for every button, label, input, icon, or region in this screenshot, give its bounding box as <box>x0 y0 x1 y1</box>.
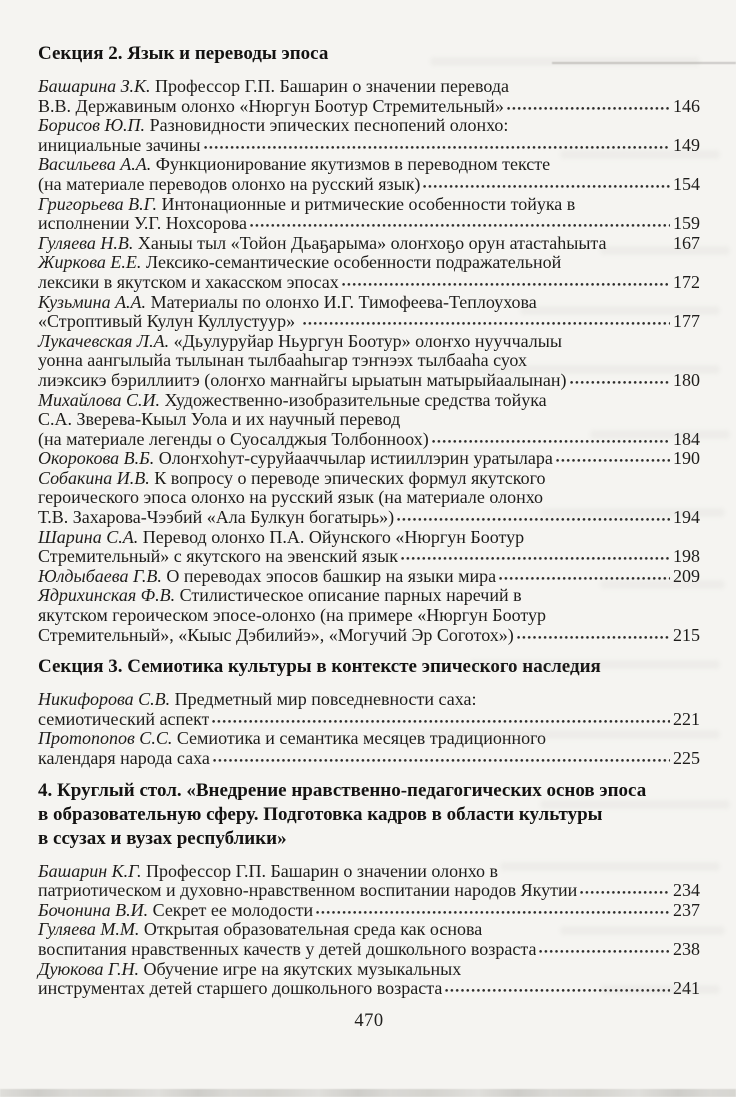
entry-title-line: К вопросу о переводе эпических формул якутского <box>154 468 546 488</box>
toc-entry <box>38 690 700 729</box>
dot-leader <box>303 322 670 327</box>
entry-title-line: Стремительный» с якутского на эвенский язык <box>38 547 398 567</box>
toc-entry-line <box>38 469 700 489</box>
entry-title-line: исполнении У.Г. Нохсорова <box>38 214 247 234</box>
entry-author: Гуляева М.М. <box>38 919 144 940</box>
toc-entry <box>38 234 700 254</box>
entry-author: Лукачевская Л.А. <box>38 330 174 351</box>
entry-page-number: 225 <box>673 748 700 768</box>
dot-leader <box>423 185 670 190</box>
entry-title-line: патриотическом и духовно-нравственном воспитании народов Якутии <box>38 881 578 901</box>
toc-entry <box>38 960 700 999</box>
entry-title-line: Профессор Г.П. Башарин о значении олонхо в <box>145 861 499 881</box>
page-number: 470 <box>354 1010 384 1031</box>
entry-page-number: 184 <box>673 428 700 449</box>
entry-title-line: якутском героическом эпосе-олонхо (на примере «Нюргун Боотур <box>38 606 546 626</box>
dot-leader <box>570 381 671 386</box>
entry-author: Дуюкова Г.Н. <box>38 958 144 979</box>
section-heading: Секция 2. Язык и переводы эпоса <box>38 43 329 64</box>
toc-entry-line <box>38 710 700 730</box>
entry-title-line: Секрет ее молодости <box>152 900 314 920</box>
toc-entry <box>38 77 700 116</box>
entry-title-line: «Дьулуруйар Ньургун Боотур» олоҥхо нууччалыы <box>173 331 562 351</box>
entry-title-line: героического эпоса олонхо на русский язык (на материале олонхо <box>38 488 544 508</box>
toc-entry <box>38 862 700 901</box>
toc-entry-line <box>38 332 700 352</box>
entry-title-line: О переводах эпосов башкир на языки мира <box>166 566 497 586</box>
toc-entry <box>38 116 700 155</box>
entry-page-number: 241 <box>673 978 700 999</box>
toc-entry-line <box>38 214 700 234</box>
toc-entry <box>38 293 700 332</box>
dot-leader <box>580 891 670 896</box>
entry-title-line: лексики в якутском и хакасском эпосах <box>38 272 339 292</box>
entry-title-line: «Строптивый Кулун Куллустуур» <box>38 312 300 332</box>
entry-title-line: Функционирование якутизмов в переводном тексте <box>155 155 551 175</box>
entry-title-line: (на материале переводов олонхо на русский язык) <box>38 174 421 194</box>
entry-author: Собакина И.В. <box>38 467 155 488</box>
entry-title-line: Профессор Г.П. Башарин о значении перевода <box>155 77 509 96</box>
toc-entry <box>38 391 700 450</box>
entry-author: Ядрихинская Ф.В. <box>38 585 180 606</box>
entry-title-line: Т.В. Захарова-Чээбий «Ала Булкун богатырь») <box>38 508 395 528</box>
entry-page-number: 149 <box>673 134 700 155</box>
toc-sections <box>38 42 700 999</box>
section-heading: Секция 3. Семиотика культуры в контексте эпического наследия <box>38 656 601 678</box>
entry-title-line: Разновидности эпических песнопений олонхо: <box>149 116 509 136</box>
toc-entry-line <box>38 606 700 626</box>
toc-entry <box>38 469 700 528</box>
entry-title-line: Стилистическое описание парных наречий в <box>179 586 522 606</box>
entry-title-line: Олоҥхоһут-суруйааччылар истииллэрин уратылара <box>158 449 553 469</box>
entry-title-line: уонна аангылыйа тылынан тылбааһыгар тэҥнээх тылбааһа суох <box>38 351 527 371</box>
entry-page-number: 198 <box>673 546 700 567</box>
entry-title-line: Ханыы тыл «Тойон Дьаҕарыма» олоҥхоҕо орун атастаһыыта <box>137 233 607 253</box>
toc-entry-line <box>38 626 700 646</box>
entry-page-number: 221 <box>673 708 700 729</box>
toc-entry-line <box>38 77 700 97</box>
toc-entry-line <box>38 116 700 136</box>
toc-entry-line <box>38 979 700 999</box>
entry-author: Окорокова В.Б. <box>38 448 159 469</box>
toc-entry <box>38 567 700 587</box>
toc-entry <box>38 920 700 959</box>
dot-leader <box>507 107 670 112</box>
dot-leader <box>445 989 670 994</box>
toc-entry-line <box>38 410 700 430</box>
toc-entry-line <box>38 508 700 528</box>
dot-leader <box>212 720 670 725</box>
dot-leader <box>250 224 670 229</box>
toc-entry-line <box>38 586 700 606</box>
toc-entry-line <box>38 273 700 293</box>
dot-leader <box>213 759 670 764</box>
dot-leader <box>401 557 670 562</box>
entry-title-line: инициальные зачины <box>38 135 201 155</box>
toc-entry-line <box>38 749 700 769</box>
entry-page-number: 154 <box>673 173 700 194</box>
toc-entry-line <box>38 528 700 548</box>
toc-entry-line <box>38 371 700 391</box>
entry-page-number: 238 <box>673 938 700 959</box>
toc-entry-line <box>38 430 700 450</box>
entry-author: Протопопов С.С. <box>38 728 177 749</box>
dot-leader <box>204 146 670 151</box>
entry-author: Гуляева Н.В. <box>38 232 138 253</box>
toc-entry <box>38 586 700 645</box>
toc-entry-line <box>38 862 700 882</box>
toc-entry <box>38 155 700 194</box>
toc-entry-line <box>38 351 700 371</box>
entry-title-line: календаря народа саха <box>38 749 210 768</box>
entry-author: Григорьева В.Г. <box>38 193 162 214</box>
entry-title-line: семиотический аспект <box>38 709 210 729</box>
toc-entry-line <box>38 155 700 175</box>
entry-title-line: Перевод олонхо П.А. Ойунского «Нюргун Боотур <box>142 527 525 547</box>
toc-entry-line <box>38 175 700 195</box>
toc-entry-line <box>38 881 700 901</box>
entry-author: Кузьмина А.А. <box>38 291 151 312</box>
entry-author: Бочонина В.И. <box>38 899 153 920</box>
entry-author: Никифорова С.В. <box>38 689 175 710</box>
toc-entry-line <box>38 547 700 567</box>
toc-entry-line <box>38 391 700 411</box>
entry-title-line: Интонационные и ритмические особенности тойука в <box>161 194 576 214</box>
entry-page-number: 234 <box>673 880 700 901</box>
toc-entry-line <box>38 940 700 960</box>
entry-author: Шарина С.А. <box>38 526 143 547</box>
entry-title-line: Лексико-семантические особенности подражательной <box>145 253 562 273</box>
toc-entry-line <box>38 234 700 254</box>
entry-page-number: 180 <box>673 369 700 390</box>
toc-entry <box>38 528 700 567</box>
toc-entry-line <box>38 253 700 273</box>
toc-entry <box>38 449 700 469</box>
entry-title-line: С.А. Зверева-Кыыл Уола и их научный перевод <box>38 410 401 430</box>
entry-title-line: инструментах детей старшего дошкольного возраста <box>38 979 443 999</box>
toc-entry-line <box>38 195 700 215</box>
dot-leader <box>342 283 670 288</box>
toc-entry-line <box>38 729 700 749</box>
entry-page-number: 190 <box>673 448 700 469</box>
entry-title-line: В.В. Державиным олонхо «Нюргун Боотур Стремительный» <box>38 96 504 116</box>
entry-title-line: Обучение игре на якутских музыкальных <box>143 959 462 979</box>
entry-page-number: 194 <box>673 507 700 528</box>
toc-entry <box>38 729 700 768</box>
entry-title-line: Открытая образовательная среда как основа <box>143 920 483 940</box>
entry-title-line: Материалы по олонхо И.Г. Тимофеева-Теплоухова <box>150 292 537 312</box>
dot-leader <box>432 440 670 445</box>
toc-entry-line <box>38 960 700 980</box>
toc-entry-line <box>38 488 700 508</box>
entry-title-line: Семиотика и семантика месяцев традиционного <box>176 729 547 749</box>
toc-entry-line <box>38 97 700 117</box>
entry-page-number: 167 <box>673 232 700 253</box>
entry-page-number: 177 <box>673 311 700 332</box>
entry-author: Михайлова С.И. <box>38 389 165 410</box>
dot-leader <box>499 577 670 582</box>
entry-page-number: 209 <box>673 565 700 586</box>
toc-entry-line <box>38 920 700 940</box>
section-heading: 4. Круглый стол. «Внедрение нравственно-педагогических основ эпоса в образовательную сферу. Подготовка кадров в области культуры в ссузах и вузах республики» <box>38 779 647 849</box>
toc-entry-line <box>38 312 700 332</box>
toc-entry <box>38 195 700 234</box>
entry-title-line: лиэксикэ бэриллиитэ (олоҥхо маҥнайгы ырыатын матырыйаалынан) <box>38 370 567 390</box>
entry-author: Жиркова Е.Е. <box>38 252 146 273</box>
toc-entry-line <box>38 567 700 587</box>
dot-leader <box>397 518 670 523</box>
dot-leader <box>316 911 670 916</box>
entry-page-number: 159 <box>673 213 700 234</box>
dot-leader <box>556 459 670 464</box>
dot-leader <box>517 636 670 641</box>
entry-page-number: 237 <box>673 899 700 920</box>
entry-page-number: 146 <box>673 95 700 116</box>
entry-author: Борисов Ю.П. <box>38 115 150 136</box>
dot-leader <box>610 244 671 249</box>
entry-author: Юлдыбаева Г.В. <box>38 565 167 586</box>
entry-author: Башарин К.Г. <box>38 860 146 881</box>
entry-author: Башарина З.К. <box>38 76 155 96</box>
entry-author: Васильева А.А. <box>38 154 156 175</box>
toc-entry-line <box>38 136 700 156</box>
toc-entry-line <box>38 293 700 313</box>
dot-leader <box>539 950 670 955</box>
entry-page-number: 215 <box>673 624 700 645</box>
toc-entry <box>38 901 700 921</box>
toc-entry <box>38 332 700 391</box>
entry-title-line: Предметный мир повседневности саха: <box>174 690 477 710</box>
entry-title-line: Стремительный», «Кыыс Дэбилийэ», «Могучий Эр Соготох») <box>38 625 514 645</box>
toc-entry <box>38 253 700 292</box>
toc-entry-line <box>38 901 700 921</box>
entry-title-line: (на материале легенды о Суосалджыя Толбонноох) <box>38 429 429 449</box>
entry-page-number: 172 <box>673 271 700 292</box>
toc-entry-line <box>38 449 700 469</box>
toc-entry-line <box>38 690 700 710</box>
entry-title-line: Художественно-изобразительные средства тойука <box>164 390 547 410</box>
scan-edge-band <box>0 1089 736 1097</box>
entry-title-line: воспитания нравственных качеств у детей дошкольного возраста <box>38 939 537 959</box>
